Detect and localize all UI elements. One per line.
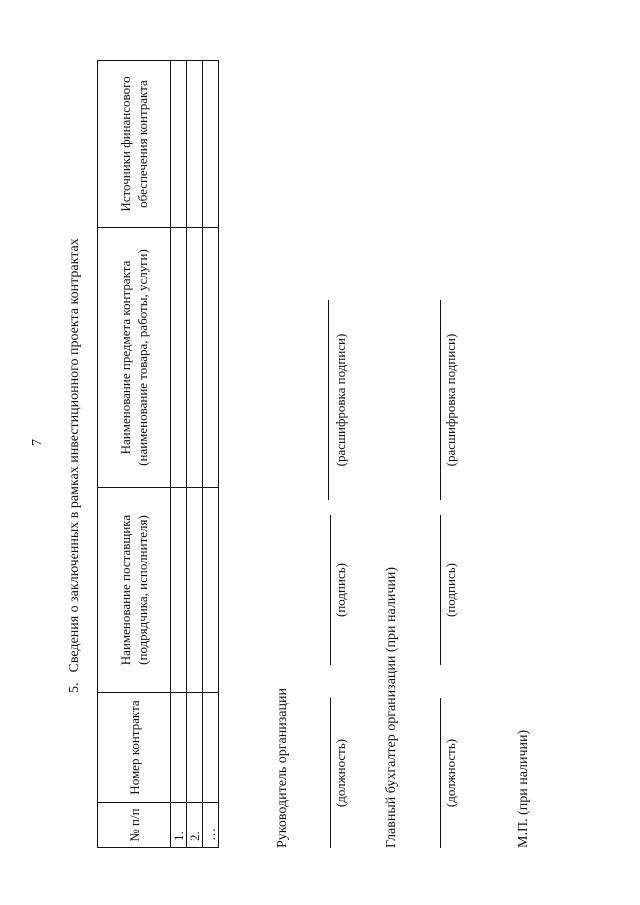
table-cell xyxy=(203,61,219,228)
table-row xyxy=(171,61,187,848)
table-cell xyxy=(171,488,187,693)
header-contract-number: Номер контракта xyxy=(98,693,171,803)
table-cell xyxy=(171,228,187,488)
accountant-signature-caption: (подпись) xyxy=(443,563,458,617)
accountant-name-caption: (расшифровка подписи) xyxy=(443,333,458,467)
section-number: 5. xyxy=(67,682,82,693)
head-position-line xyxy=(330,698,331,848)
table-cell-number: 2. xyxy=(187,803,203,848)
table-cell xyxy=(187,693,203,803)
table-cell xyxy=(203,693,219,803)
accountant-name-line xyxy=(440,300,441,500)
head-position-caption: (должность) xyxy=(333,738,348,808)
table-cell xyxy=(203,488,219,693)
table-row xyxy=(187,61,203,848)
header-financing-sources: Источники финансового обеспечения контракта xyxy=(98,61,171,228)
header-contract-subject: Наименование предмета контракта (наименование товара, работы, услуги) xyxy=(98,228,171,488)
table-cell xyxy=(187,488,203,693)
accountant-position-line xyxy=(440,698,441,848)
header-number: № п/п xyxy=(98,803,171,848)
table-cell-number: 1. xyxy=(171,803,187,848)
table-cell xyxy=(203,228,219,488)
table-row xyxy=(203,61,219,848)
head-name-line xyxy=(328,300,329,500)
table-cell xyxy=(171,61,187,228)
table-header-row xyxy=(98,61,171,848)
stamp-label: М.П. (при наличии) xyxy=(516,729,531,848)
section-heading xyxy=(67,238,83,693)
head-signature-caption: (подпись) xyxy=(333,563,348,617)
accountant-position-caption: (должность) xyxy=(443,738,458,808)
table-cell-number: … xyxy=(203,803,219,848)
table-cell xyxy=(187,228,203,488)
table-cell xyxy=(171,693,187,803)
header-supplier: Наименование поставщика (подрядчика, исполнителя) xyxy=(98,488,171,693)
accountant-signature-line xyxy=(440,515,441,665)
section-title: Сведения о заключенных в рамках инвестиционного проекта контрактах xyxy=(67,238,82,673)
page-number: 7 xyxy=(30,439,45,446)
table-cell xyxy=(187,61,203,228)
accountant-label: Главный бухгалтер организации (при наличии) xyxy=(384,566,399,848)
contracts-table xyxy=(97,60,219,848)
head-label: Руководитель организации xyxy=(275,688,290,848)
head-name-caption: (расшифровка подписи) xyxy=(333,333,348,467)
head-signature-line xyxy=(330,515,331,665)
